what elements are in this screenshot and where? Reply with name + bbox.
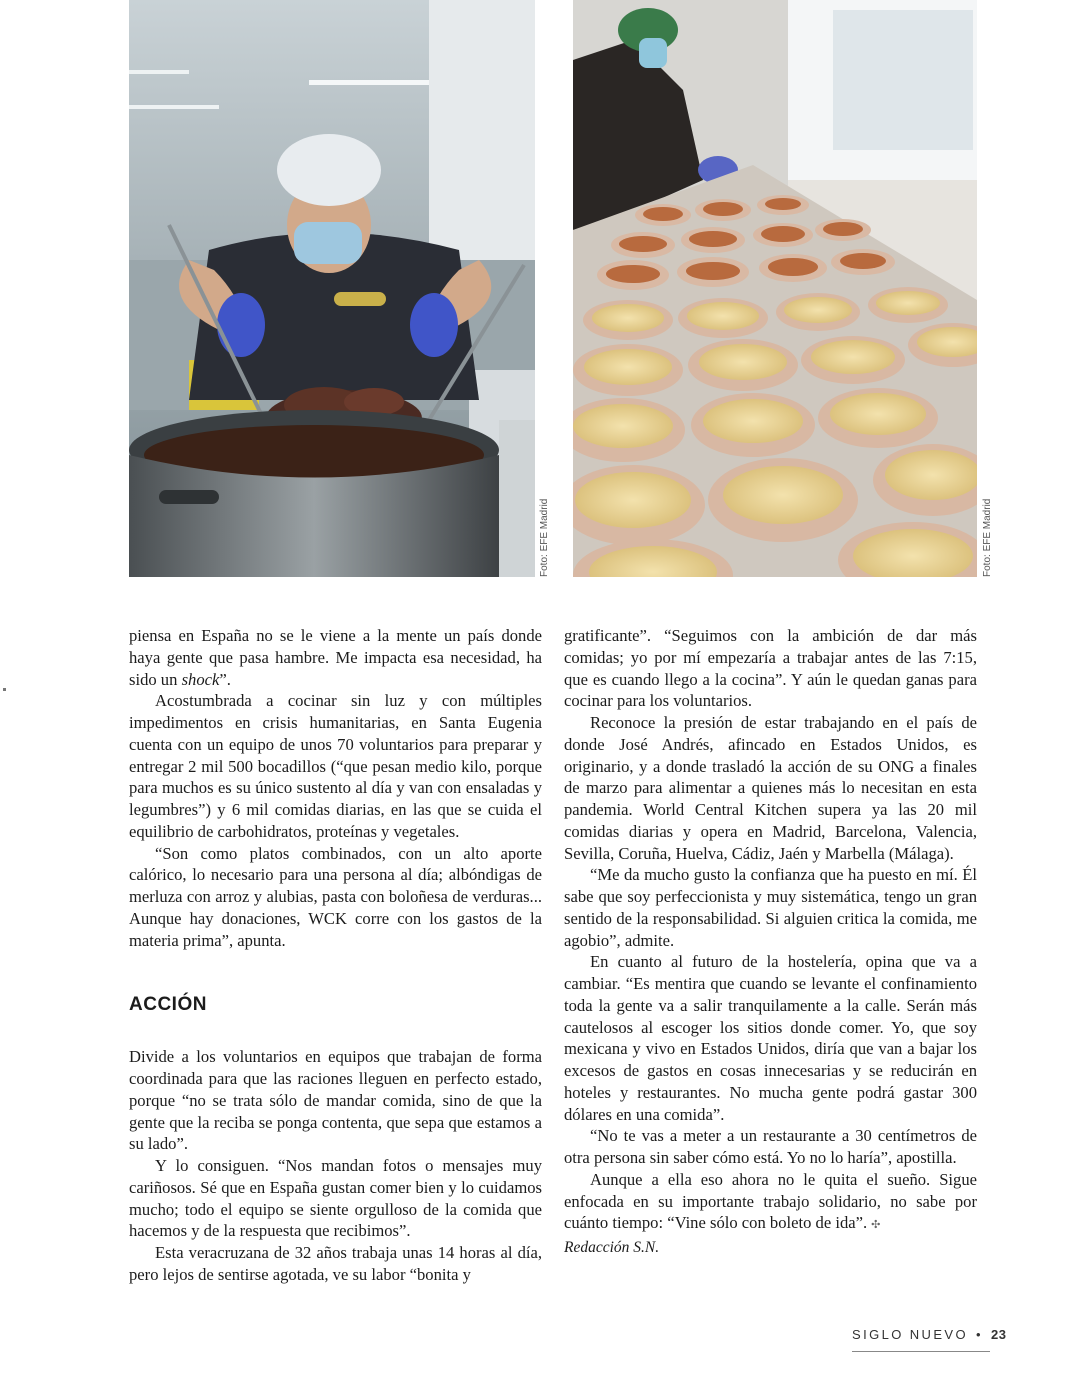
paragraph: Y lo consiguen. “Nos mandan fotos o mensajes muy cariñosos. Sé que en España gustan comer bien y lo cuidamos mucho; todo el equipo se siente orgulloso de la comida que hacemos y de la respuesta que recibimos”. xyxy=(129,1156,542,1241)
paragraph: Esta veracruzana de 32 años trabaja unas 14 horas al día, pero lejos de sentirse agotada, ve su labor “bonita y xyxy=(129,1243,542,1284)
paragraph: Divide a los voluntarios en equipos que trabajan de forma coordinada para que las raciones lleguen en perfecto estado, porque “no se trata sólo de mandar comida, sino de que la gente que la reciba se ponga contenta, que sepa que estamos a su lado”. xyxy=(129,1047,542,1154)
paragraph: piensa en España no se le viene a la mente un país donde haya gente que pasa hambre. Me impacta esa necesidad, ha sido un shock”. xyxy=(129,626,542,689)
paragraph: “No te vas a meter a un restaurante a 30 centímetros de otra persona sin saber cómo está. Yo no lo haría”, apostilla. xyxy=(564,1126,977,1167)
paragraph: Acostumbrada a cocinar sin luz y con múltiples impedimentos en crisis humanitarias, en Santa Eugenia cuenta con un equipo de unos 70 voluntarios para preparar y entregar 2 mil 500 bocadillos (“que pesan medio kilo, porque para muchos es su único sustento al día y van con ensaladas y legumbres”) y 6 mil comidas diarias, en las que se cuida el equilibrio de carbohidratos, proteínas y vegetales. xyxy=(129,691,542,841)
margin-mark xyxy=(3,688,6,691)
page-number: 23 xyxy=(990,1327,1007,1342)
byline: Redacción S.N. xyxy=(564,1239,660,1256)
photo-credit: Foto: EFE Madrid xyxy=(539,498,550,577)
section-heading: ACCIÓN xyxy=(129,994,207,1016)
article-column-right xyxy=(564,625,977,1259)
end-mark-icon: ✣ xyxy=(871,1219,881,1232)
paragraph: “Son como platos combinados, con un alto aporte calórico, lo necesario para una persona al día; albóndigas de merluza con arroz y alubias, pasta con boloñesa de verduras... Aunque hay donaciones, WCK corre con los gastos de la materia prima”, apunta. xyxy=(129,843,542,950)
paragraph: En cuanto al futuro de la hostelería, opina que va a cambiar. “Es mentira que cuando se levante el confinamiento toda la gente va a salir tranquilamente a la calle. Serán más cautelosos al escoger los sitios donde comer. Yo, que soy mexicana y vivo en Estados Unidos, diría que van a bajar los excesos de gastos en cosas innecesarias y se reducirán en hoteles y restaurantes. No mucha gente podrá gastar 300 dólares en una comida”. xyxy=(564,952,977,1124)
photo-bowls-of-food xyxy=(573,0,977,577)
article-column-left xyxy=(129,625,542,1286)
photo-cook-with-pot xyxy=(129,0,535,577)
paragraph: “Me da mucho gusto la confianza que ha puesto en mí. Él sabe que soy perfeccionista y muy sistemática, tengo un gran sentido de la responsabilidad. Si alguien critica la comida, me agobio”, admite. xyxy=(564,865,977,950)
photo-credit: Foto: EFE Madrid xyxy=(982,498,993,577)
paragraph: gratificante”. “Seguimos con la ambición de dar más comidas; yo por mí empezaría a trabajar antes de las 7:15, que es cuando llego a la cocina”. Y aún le quedan ganas para cocinar para los voluntarios. xyxy=(564,626,977,711)
page-footer xyxy=(852,1327,1007,1352)
paragraph: Reconoce la presión de estar trabajando en el país de donde José Andrés, afincado en Estados Unidos, es originario, y a donde trasladó la acción de su ONG a finales de marzo para alimentar a quienes más lo necesitan en esta pandemia. World Central Kitchen supera ya las 20 mil comidas diarias y opera en Madrid, Barcelona, Valencia, Sevilla, Coruña, Huelva, Cádiz, Jaén y Marbella (Málaga). xyxy=(564,713,977,863)
separator-dot: • xyxy=(976,1327,983,1342)
publication-name: SIGLO NUEVO xyxy=(852,1327,968,1342)
paragraph: Aunque a ella eso ahora no le quita el sueño. Sigue enfocada en su importante trabajo solidario, no sabe por cuánto tiempo: “Vine sólo con boleto de ida”. ✣ xyxy=(564,1169,977,1233)
